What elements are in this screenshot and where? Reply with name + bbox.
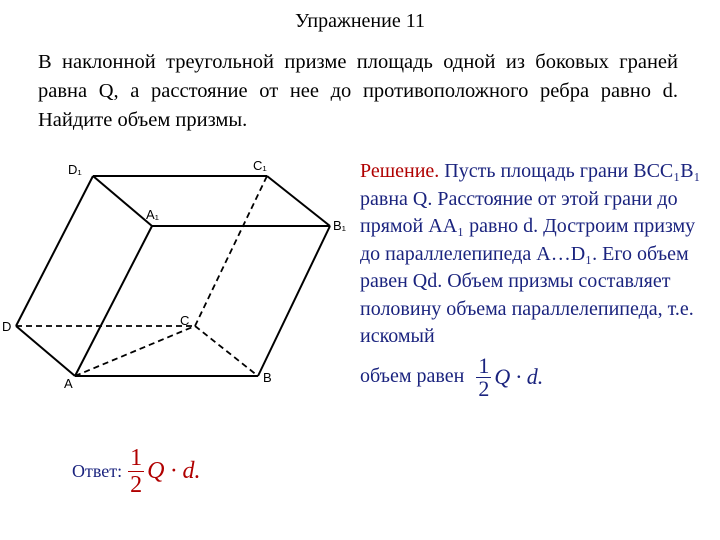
solution-lead: Решение.	[360, 160, 440, 182]
label-C1: C₁	[253, 158, 267, 173]
edge-A-C	[75, 326, 195, 376]
edge-D1-A1	[93, 176, 152, 226]
label-A1: A₁	[146, 207, 160, 222]
label-B1: B₁	[333, 218, 347, 233]
fraction-numerator: 1	[478, 352, 490, 378]
label-C: C	[180, 313, 190, 328]
solution-result	[360, 352, 705, 401]
label-A: A	[64, 376, 73, 391]
answer-numerator: 1	[130, 445, 143, 471]
solution-fraction	[476, 352, 491, 401]
answer-label: Ответ:	[72, 461, 123, 481]
solution-block	[360, 158, 705, 400]
fraction-denominator: 2	[478, 375, 490, 401]
answer-expression: Q · d.	[147, 458, 201, 484]
edge-C1-B1	[267, 176, 330, 226]
solution-closing: объем равен	[360, 365, 465, 388]
answer-fraction	[128, 445, 144, 498]
edge-A-A1	[75, 226, 152, 376]
exercise-title: Упражнение 11	[295, 10, 425, 32]
prism-figure	[0, 150, 360, 400]
edge-B-B1	[258, 226, 330, 376]
label-D1: D₁	[68, 162, 82, 177]
problem-statement: В наклонной треугольной призме площадь одной из боковых граней равна Q, а расстояние от нее до противоположного ребра равно d. Найдите объем призмы.	[38, 51, 678, 131]
label-D: D	[2, 319, 12, 334]
answer-denominator: 2	[130, 472, 143, 498]
solution-expression: Q · d.	[494, 364, 544, 390]
edge-D-D1	[16, 176, 93, 326]
solution-text: Пусть площадь грани BCC₁B₁ равна Q. Расстояние от этой грани до прямой AA₁ равно d. Достроим призму до параллелепипеда A…D₁. Его объем равен Qd. Объем призмы составляет половину объема параллелепипеда, т.е. искомый	[360, 160, 701, 347]
edge-D-A	[16, 326, 75, 376]
label-B: B	[263, 370, 272, 385]
edge-C-C1	[195, 176, 267, 326]
edge-C-B	[195, 326, 258, 376]
answer-block	[72, 445, 200, 498]
